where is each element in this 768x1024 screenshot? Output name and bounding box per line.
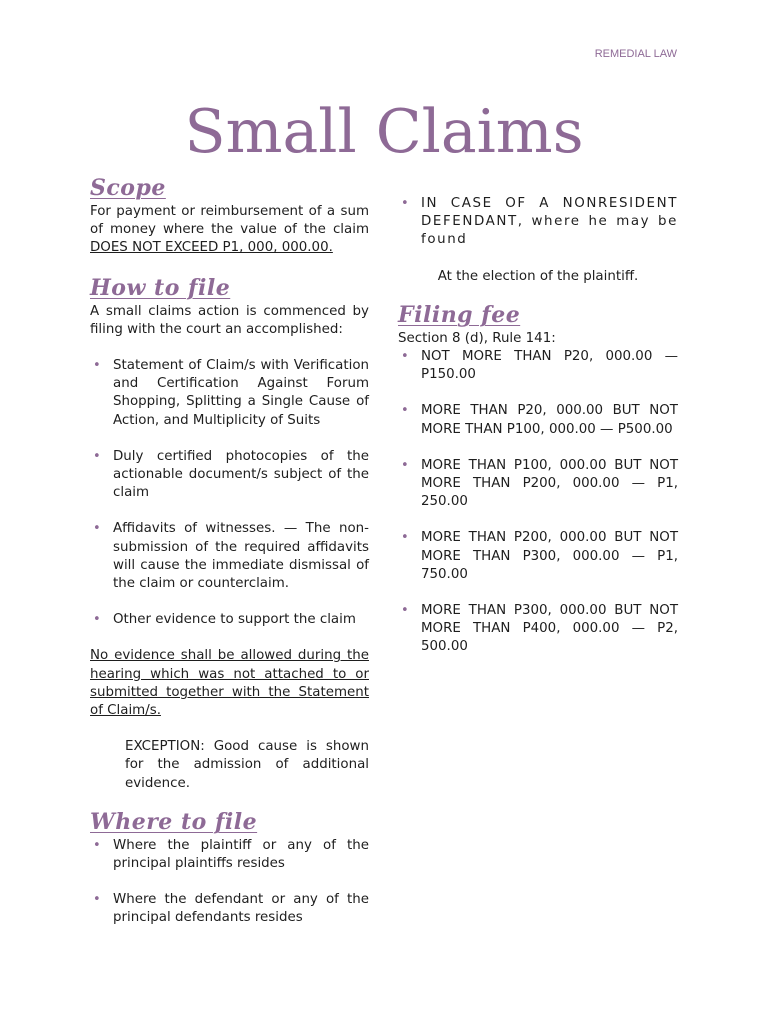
- scope-text: [90, 203, 369, 258]
- exception-text: EXCEPTION: Good cause is shown for the admission of additional evidence.: [125, 739, 369, 791]
- election-text: At the election of the plaintiff.: [437, 268, 639, 284]
- page-title: Small Claims: [184, 97, 584, 167]
- list-item: • Other evidence to support the claim: [90, 611, 369, 629]
- how-to-file-list: [90, 357, 369, 629]
- list-item: • IN CASE OF A NONRESIDENT DEFENDANT, where he may be found: [398, 195, 678, 250]
- list-item: • Statement of Claim/s with Verification and Certification Against Forum Shopping, Splitting a Single Cause of Action, and Multiplicity of Suits: [90, 357, 369, 430]
- list-item: • NOT MORE THAN P20, 000.00 — P150.00: [398, 348, 678, 384]
- right-column: [398, 195, 678, 657]
- nonresident-list: [398, 195, 678, 250]
- filing-fee-reference: Section 8 (d), Rule 141:: [398, 330, 556, 346]
- list-item: • Where the defendant or any of the principal defendants resides: [90, 891, 369, 927]
- scope-limit: DOES NOT EXCEED P1, 000, 000.00.: [90, 240, 333, 256]
- list-item: • Duly certified photocopies of the actionable document/s subject of the claim: [90, 448, 369, 503]
- where-to-file-list: [90, 837, 369, 928]
- filing-fee-heading: Filing fee: [398, 301, 521, 328]
- filing-fee-list: [398, 348, 678, 657]
- left-column: [90, 173, 369, 928]
- scope-text-prefix: For payment or reimbursement of a sum of money where the value of the claim: [90, 204, 369, 238]
- list-item: • Where the plaintiff or any of the principal plaintiffs resides: [90, 837, 369, 873]
- list-item: • MORE THAN P100, 000.00 BUT NOT MORE THAN P200, 000.00 — P1, 250.00: [398, 457, 678, 512]
- list-item: • MORE THAN P300, 000.00 BUT NOT MORE THAN P400, 000.00 — P2, 500.00: [398, 602, 678, 657]
- where-to-file-heading: Where to file: [90, 808, 258, 835]
- evidence-rule: No evidence shall be allowed during the hearing which was not attached to or submitted together with the Statement of Claim/s.: [90, 648, 369, 719]
- list-item: • MORE THAN P200, 000.00 BUT NOT MORE THAN P300, 000.00 — P1, 750.00: [398, 529, 678, 584]
- scope-heading: Scope: [90, 175, 166, 201]
- list-item: • Affidavits of witnesses. — The non-submission of the required affidavits will cause the immediate dismissal of the claim or counterclaim.: [90, 520, 369, 593]
- how-to-file-heading: How to file: [90, 274, 231, 301]
- how-to-file-intro: A small claims action is commenced by filing with the court an accomplished:: [90, 303, 369, 337]
- list-item: • MORE THAN P20, 000.00 BUT NOT MORE THAN P100, 000.00 — P500.00: [398, 402, 678, 438]
- header-tag: REMEDIAL LAW: [594, 48, 677, 60]
